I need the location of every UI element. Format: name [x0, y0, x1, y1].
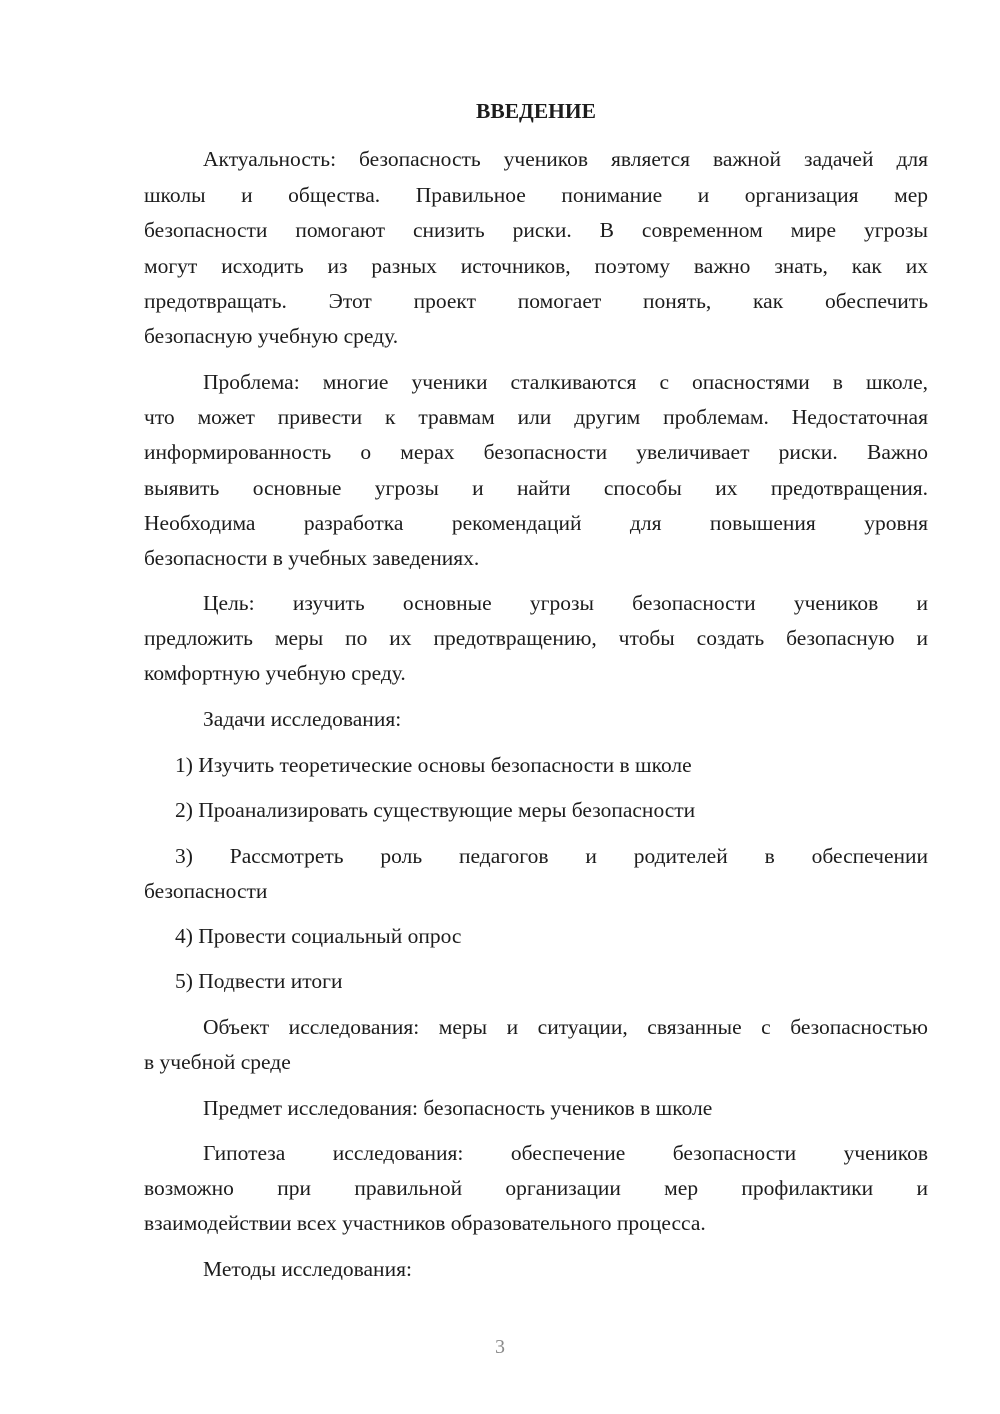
paragraph-line: предложить меры по их предотвращению, чтобы создать безопасную и	[144, 626, 928, 650]
paragraph-line: Необходима разработка рекомендаций для повышения уровня	[144, 511, 928, 535]
paragraph-line: выявить основные угрозы и найти способы их предотвращения.	[144, 476, 928, 500]
paragraph-line: возможно при правильной организации мер профилактики и	[144, 1176, 928, 1200]
paragraph-line: безопасную учебную среду.	[144, 324, 399, 348]
list-item-continuation: безопасности	[144, 879, 268, 903]
paragraph-line: комфортную учебную среду.	[144, 661, 406, 685]
section-title: ВВЕДЕНИЕ	[476, 99, 596, 123]
list-item: 4) Провести социальный опрос	[175, 924, 462, 948]
paragraph-line: взаимодействии всех участников образовательного процесса.	[144, 1211, 706, 1235]
paragraph-line: безопасности помогают снизить риски. В современном мире угрозы	[144, 218, 928, 242]
paragraph-line: Гипотеза исследования: обеспечение безопасности учеников	[203, 1141, 928, 1165]
paragraph-line: Объект исследования: меры и ситуации, связанные с безопасностью	[203, 1015, 928, 1039]
paragraph-line: предотвращать. Этот проект помогает понять, как обеспечить	[144, 289, 928, 313]
list-item: 3) Рассмотреть роль педагогов и родителей в обеспечении	[175, 844, 928, 868]
paragraph-line: что может привести к травмам или другим проблемам. Недостаточная	[144, 405, 928, 429]
paragraph-line: могут исходить из разных источников, поэтому важно знать, как их	[144, 254, 928, 278]
paragraph-line: в учебной среде	[144, 1050, 291, 1074]
list-item: 5) Подвести итоги	[175, 969, 343, 993]
paragraph-line: Актуальность: безопасность учеников является важной задачей для	[203, 147, 928, 171]
tasks-heading: Задачи исследования:	[203, 707, 402, 731]
paragraph-line: Предмет исследования: безопасность учеников в школе	[203, 1096, 713, 1120]
list-item: 2) Проанализировать существующие меры безопасности	[175, 798, 696, 822]
paragraph-line: Проблема: многие ученики сталкиваются с опасностями в школе,	[203, 370, 928, 394]
paragraph-line: школы и общества. Правильное понимание и организация мер	[144, 183, 928, 207]
list-item: 1) Изучить теоретические основы безопасности в школе	[175, 753, 692, 777]
page-number: 3	[495, 1336, 505, 1358]
paragraph-line: безопасности в учебных заведениях.	[144, 546, 480, 570]
paragraph-line: Цель: изучить основные угрозы безопасности учеников и	[203, 591, 928, 615]
paragraph-line: информированность о мерах безопасности увеличивает риски. Важно	[144, 440, 928, 464]
methods-heading: Методы исследования:	[203, 1257, 412, 1281]
